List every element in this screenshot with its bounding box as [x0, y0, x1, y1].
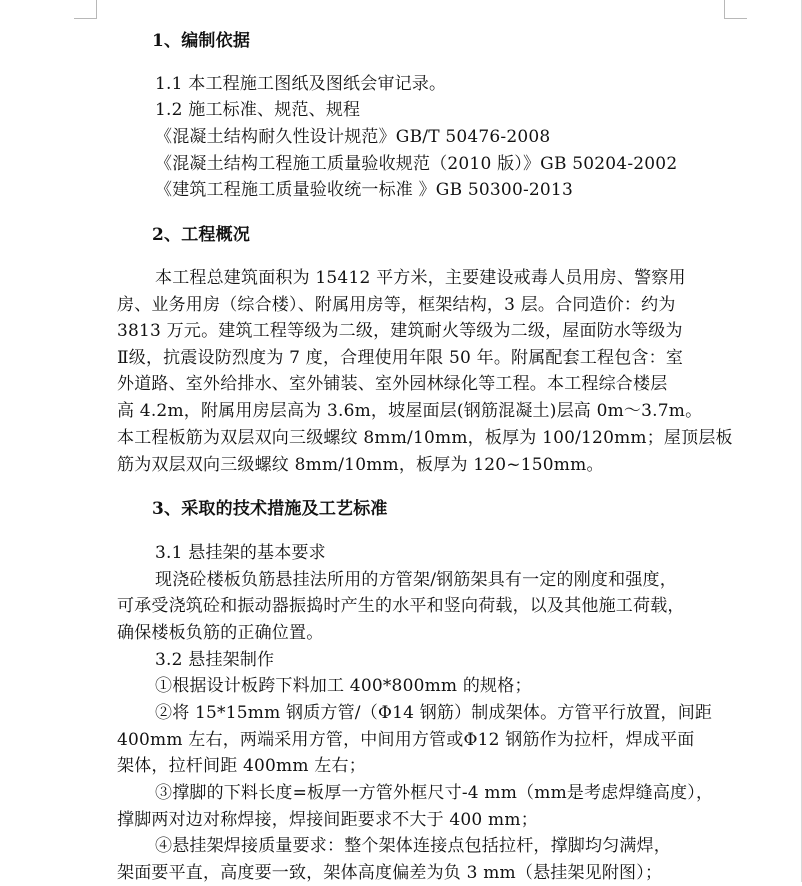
section-heading-basis: 1、编制依据	[152, 31, 251, 51]
standard-ref-3: 《建筑工程施工质量验收统一标准 》GB 50300-2013	[155, 180, 573, 200]
measures-paragraph-line: 可承受浇筑砼和振动器振捣时产生的水平和竖向荷载，以及其他施工荷载，	[117, 596, 685, 616]
fabrication-step-3-cont: 撑脚两对边对称焊接，焊接间距要求不大于 400 mm；	[117, 810, 538, 830]
crop-mark-top-right	[724, 0, 747, 19]
standard-ref-1: 《混凝土结构耐久性设计规范》GB/T 50476-2008	[155, 127, 551, 147]
overview-paragraph-line: 高 4.2m，附属用房层高为 3.6m，坡屋面层(钢筋混凝土)层高 0m～3.7m。	[117, 401, 703, 421]
overview-paragraph-line: 房、业务用房（综合楼）、附属用房等，框架结构，3 层。合同造价：约为	[117, 295, 676, 315]
section-heading-overview: 2、工程概况	[152, 225, 251, 245]
subsection-3-2: 3.2 悬挂架制作	[155, 650, 275, 670]
fabrication-step-4-cont: 架面要平直，高度要一致，架体高度偏差为负 3 mm（悬挂架见附图）；	[117, 863, 663, 883]
overview-paragraph-line: 外道路、室外给排水、室外铺装、室外园林绿化等工程。本工程综合楼层	[117, 374, 668, 394]
fabrication-step-2-cont: 架体，拉杆间距 400mm 左右；	[117, 756, 366, 776]
measures-paragraph-line: 现浇砼楼板负筋悬挂法所用的方管架/钢筋架具有一定的刚度和强度，	[155, 570, 677, 590]
fabrication-step-2: ②将 15*15mm 钢质方管/（Φ14 钢筋）制成架体。方管平行放置，间距	[155, 703, 713, 723]
fabrication-step-2-cont: 400mm 左右，两端采用方管，中间用方管或Φ12 钢筋作为拉杆，焊成平面	[117, 730, 695, 750]
overview-paragraph-line: 本工程板筋为双层双向三级螺纹 8mm/10mm，板厚为 100/120mm；屋顶层板	[117, 428, 733, 448]
crop-mark-top-left	[74, 0, 97, 19]
basis-item-1-1: 1.1 本工程施工图纸及图纸会审记录。	[155, 74, 447, 94]
measures-paragraph-line: 确保楼板负筋的正确位置。	[117, 623, 324, 643]
overview-paragraph-line: Ⅱ级，抗震设防烈度为 7 度，合理使用年限 50 年。附属配套工程包含：室	[117, 348, 684, 368]
section-heading-measures: 3、采取的技术措施及工艺标准	[152, 499, 388, 519]
overview-paragraph-line: 本工程总建筑面积为 15412 平方米，主要建设戒毒人员用房、警察用	[155, 268, 686, 288]
subsection-3-1: 3.1 悬挂架的基本要求	[155, 543, 326, 563]
basis-item-1-2: 1.2 施工标准、规范、规程	[155, 100, 361, 120]
fabrication-step-3: ③撑脚的下料长度=板厚一方管外框尺寸-4 mm（mm是考虑焊缝高度），	[155, 783, 714, 803]
fabrication-step-4: ④悬挂架焊接质量要求：整个架体连接点包括拉杆，撑脚均匀满焊，	[155, 836, 671, 856]
overview-paragraph-line: 3813 万元。建筑工程等级为二级，建筑耐火等级为二级，屋面防水等级为	[117, 321, 683, 341]
standard-ref-2: 《混凝土结构工程施工质量验收规范（2010 版）》GB 50204-2002	[155, 154, 678, 174]
overview-paragraph-line: 筋为双层双向三级螺纹 8mm/10mm，板厚为 120~150mm。	[117, 455, 604, 475]
fabrication-step-1: ①根据设计板跨下料加工 400*800mm 的规格；	[155, 676, 532, 696]
